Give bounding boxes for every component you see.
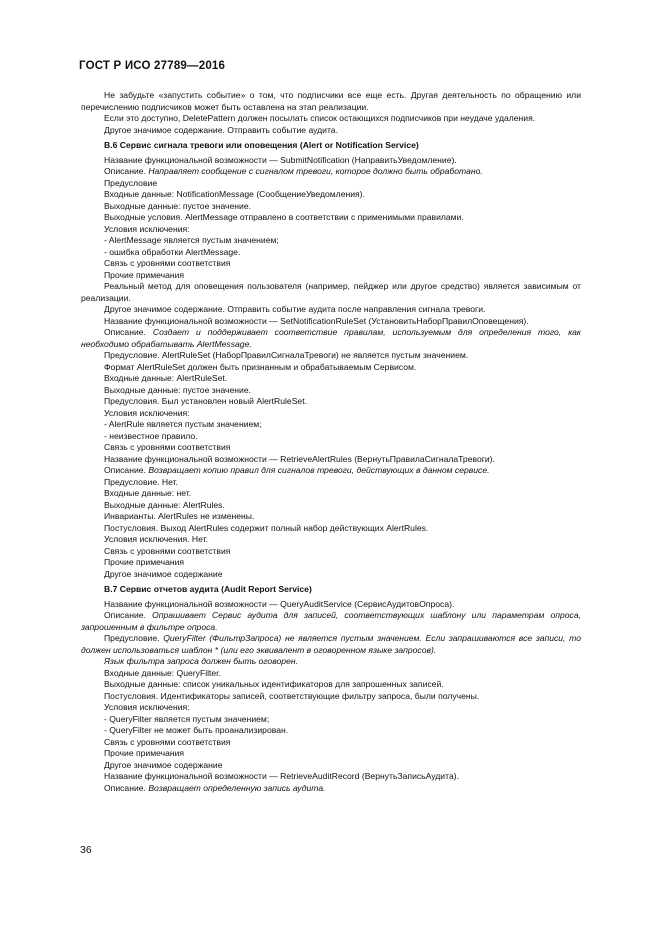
paragraph xyxy=(81,270,581,282)
paragraph xyxy=(81,258,581,270)
paragraph xyxy=(81,247,581,259)
paragraph xyxy=(81,691,581,703)
paragraph-text: - неизвестное правило. xyxy=(104,430,198,441)
paragraph-text: - ошибка обработки AlertMessage. xyxy=(104,246,241,257)
paragraph xyxy=(81,783,581,795)
paragraph-text: - AlertMessage является пустым значением; xyxy=(104,235,279,245)
paragraph xyxy=(81,350,581,362)
paragraph xyxy=(81,725,581,737)
paragraph-text: Описание. xyxy=(104,327,153,337)
paragraph-text: Условия исключения. Нет. xyxy=(104,534,209,544)
paragraph-italic-text: Направляет сообщение с сигналом тревоги, которое должно быть обработано. xyxy=(148,166,483,176)
paragraph-text: Название функциональной возможности — RetrieveAlertRules (ВернутьПравилаСигналаТревоги). xyxy=(104,453,495,464)
paragraph xyxy=(81,714,581,726)
paragraph xyxy=(81,569,581,581)
paragraph-text: Связь с уровнями соответствия xyxy=(104,545,231,556)
paragraph xyxy=(81,166,581,178)
paragraph xyxy=(81,656,581,668)
paragraph xyxy=(81,771,581,783)
paragraph-italic-text: Возвращает копию правил для сигналов тревоги, действующих в данном сервисе. xyxy=(148,465,490,475)
paragraph-text: Условия исключения: xyxy=(104,223,190,234)
paragraph-text: Предусловие. Нет. xyxy=(104,476,178,487)
paragraph-text: Реальный метод для оповещения пользователя (например, пейджер или другое средство) является зависимым от реализации. xyxy=(81,281,581,303)
paragraph-text: Формат AlertRuleSet должен быть признанным и обрабатываемым Сервисом. xyxy=(104,361,417,372)
paragraph-text: Инварианты. AlertRules не изменены. xyxy=(104,511,255,521)
section-heading: В.6 Сервис сигнала тревоги или оповещения (Alert or Notification Service) xyxy=(104,140,419,150)
paragraph-text: Другое значимое содержание xyxy=(104,759,223,770)
page-number: 36 xyxy=(80,844,92,856)
paragraph-text: Связь с уровнями соответствия xyxy=(104,442,231,452)
paragraph-text: Выходные условия. AlertMessage отправлено в соответствии с применимыми правилами. xyxy=(104,212,464,222)
paragraph-text: Входные данные: AlertRuleSet. xyxy=(104,373,228,383)
paragraph-text: Входные данные: QueryFilter. xyxy=(104,667,221,678)
paragraph xyxy=(81,327,581,350)
paragraph xyxy=(81,189,581,201)
paragraph xyxy=(81,534,581,546)
paragraph-text: Другое значимое содержание. Отправить событие аудита после направления сигнала тревоги. xyxy=(104,304,486,314)
paragraph-text: Описание. xyxy=(104,166,149,176)
paragraph-text: - AlertRule является пустым значением; xyxy=(104,419,262,429)
paragraph xyxy=(81,396,581,408)
paragraph-text: Название функциональной возможности — SubmitNotification (НаправитьУведомление). xyxy=(104,154,457,165)
paragraph-text: Название функциональной возможности — SetNotificationRuleSet (УстановитьНаборПравилОповещения). xyxy=(104,315,529,326)
paragraph xyxy=(81,212,581,224)
paragraph xyxy=(81,442,581,454)
paragraph-text: Предусловия. Был установлен новый AlertRuleSet. xyxy=(104,396,307,406)
paragraph-text: - QueryFilter является пустым значением; xyxy=(104,713,270,724)
paragraph xyxy=(81,90,581,113)
paragraph-text: Связь с уровнями соответствия xyxy=(104,736,231,747)
document-body xyxy=(81,90,581,794)
paragraph-italic-text: QueryFilter (ФильтрЗапроса) не является пустым значением. Если запрашиваются все записи, то должен использоваться шаблон * (или его эквивалент в оговоренном языке запросов). xyxy=(81,633,581,655)
paragraph-text: Прочие примечания xyxy=(104,557,185,567)
paragraph-text: Входные данные: NotificationMessage (СообщениеУведомления). xyxy=(104,189,365,199)
paragraph xyxy=(81,419,581,431)
paragraph-text: Название функциональной возможности — RetrieveAuditRecord (ВернутьЗаписьАудита). xyxy=(104,771,459,781)
paragraph xyxy=(81,113,581,125)
paragraph-text: Выходные данные: список уникальных идентификаторов для запрошенных записей. xyxy=(104,679,444,689)
paragraph-text: Другое значимое содержание xyxy=(104,568,223,579)
paragraph xyxy=(81,610,581,633)
paragraph xyxy=(81,373,581,385)
paragraph-text: Входные данные: нет. xyxy=(104,488,192,498)
paragraph-text: Предусловие. AlertRuleSet (НаборПравилСигналаТревоги) не является пустым значением. xyxy=(104,350,469,360)
paragraph xyxy=(81,408,581,420)
paragraph xyxy=(81,304,581,316)
paragraph-italic-text: Возвращает определенную запись аудита. xyxy=(148,782,326,793)
paragraph-text: Прочие примечания xyxy=(104,269,185,280)
paragraph xyxy=(81,385,581,397)
paragraph xyxy=(81,633,581,656)
paragraph xyxy=(81,201,581,213)
paragraph xyxy=(81,362,581,374)
paragraph-text: Прочие примечания xyxy=(104,748,185,758)
paragraph xyxy=(81,523,581,535)
paragraph xyxy=(81,454,581,466)
paragraph-text: Постусловия. Идентификаторы записей, соответствующие фильтру запроса, были получены. xyxy=(104,690,480,701)
paragraph-text: Другое значимое содержание. Отправить событие аудита. xyxy=(104,124,338,135)
paragraph xyxy=(81,235,581,247)
paragraph xyxy=(81,668,581,680)
paragraph-text: Не забудьте «запустить событие» о том, что подписчики все еще есть. Другая деятельность по обращению или перечислению подписчиков может быть оставлена на этап реализации. xyxy=(81,90,581,112)
paragraph xyxy=(81,178,581,190)
paragraph-text: Выходные данные: AlertRules. xyxy=(104,499,225,510)
paragraph xyxy=(81,477,581,489)
paragraph xyxy=(81,737,581,749)
paragraph xyxy=(81,546,581,558)
paragraph xyxy=(81,316,581,328)
paragraph-text: Описание. xyxy=(104,782,149,793)
paragraph xyxy=(81,599,581,611)
paragraph-text: Условия исключения: xyxy=(104,702,190,712)
paragraph xyxy=(81,500,581,512)
paragraph xyxy=(81,431,581,443)
paragraph xyxy=(81,760,581,772)
paragraph-text: Выходные данные: пустое значение. xyxy=(104,384,252,395)
paragraph-text: Название функциональной возможности — QueryAuditService (СервисАудитовОпроса). xyxy=(104,598,455,609)
paragraph-italic-text: Язык фильтра запроса должен быть оговорен. xyxy=(104,656,298,666)
paragraph xyxy=(81,679,581,691)
paragraph-text: Условия исключения: xyxy=(104,407,190,418)
paragraph-text: Связь с уровнями соответствия xyxy=(104,258,231,268)
paragraph-text: Описание. xyxy=(104,610,153,620)
paragraph xyxy=(81,125,581,137)
paragraph-text: Предусловие xyxy=(104,177,158,188)
paragraph-italic-text: Опрашивает Сервис аудита для записей, соответствующих шаблону или параметрам опроса, запрошенным в фильтре опроса. xyxy=(81,610,581,632)
paragraph xyxy=(81,155,581,167)
document-header: ГОСТ Р ИСО 27789—2016 xyxy=(79,60,226,72)
paragraph xyxy=(81,557,581,569)
paragraph-text: Постусловия. Выход AlertRules содержит полный набор действующих AlertRules. xyxy=(104,522,429,533)
paragraph xyxy=(81,702,581,714)
paragraph xyxy=(81,488,581,500)
paragraph-text: Если это доступно, DeletePattern должен посылать список остающихся подписчиков при неудаче удаления. xyxy=(104,113,536,123)
paragraph xyxy=(81,511,581,523)
paragraph xyxy=(81,224,581,236)
paragraph xyxy=(81,281,581,304)
paragraph xyxy=(81,465,581,477)
paragraph-text: Предусловие. xyxy=(104,633,164,643)
section-heading: В.7 Сервис отчетов аудита (Audit Report Service) xyxy=(104,584,312,594)
paragraph xyxy=(81,748,581,760)
paragraph-text: Выходные данные: пустое значение. xyxy=(104,200,252,211)
paragraph-text: - QueryFilter не может быть проанализирован. xyxy=(104,725,289,735)
paragraph-italic-text: Создает и поддерживает соответствие правилам, используемым для определения того, как необходимо обрабатывать AlertMessage. xyxy=(81,327,581,349)
paragraph-text: Описание. xyxy=(104,465,149,475)
